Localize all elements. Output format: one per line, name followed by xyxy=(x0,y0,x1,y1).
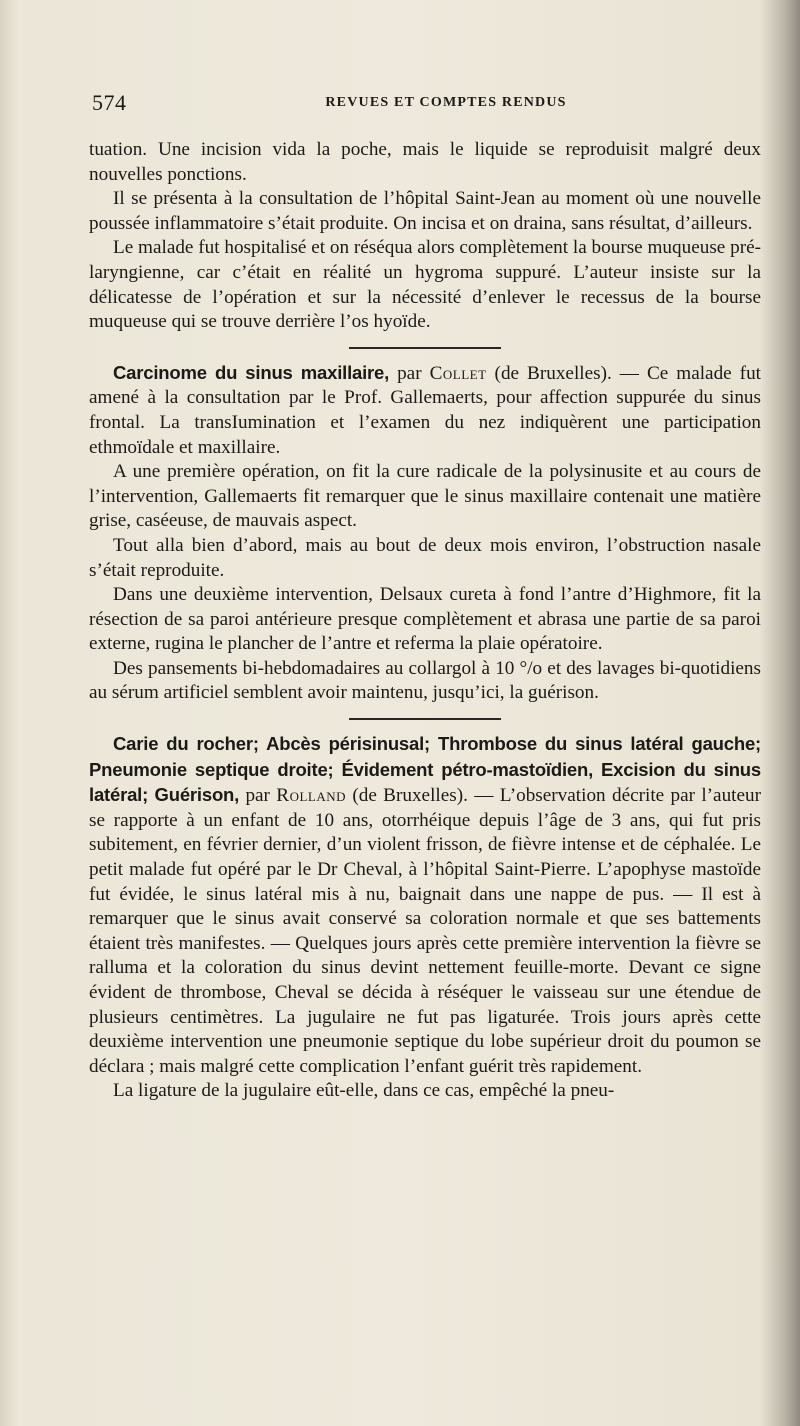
section-divider xyxy=(349,718,501,720)
running-title: REVUES ET COMPTES RENDUS xyxy=(325,95,567,110)
by-word: par xyxy=(389,362,430,384)
article-author: Rolland xyxy=(276,785,347,807)
paragraph: Il se présenta à la consultation de l’hôpital Saint-Jean au moment où une nouvelle poussée inflammatoire s’était produite. On incisa et on draina, sans résultat, d’ailleurs. xyxy=(89,188,761,234)
article-title: Carcinome du sinus maxillaire, xyxy=(113,361,390,383)
article-title: Carie du rocher; Abcès périsinusal; Thrombose du sinus latéral gauche; Pneumonie septique droite; Évidement pétro-mastoïdien, Excision du sinus latéral; Guérison, xyxy=(89,733,761,806)
paragraph: Dans une deuxième intervention, Delsaux cureta à fond l’antre d’Highmore, fit la résection de sa paroi antérieure presque complètement et abrasa une partie de sa paroi externe, rugina le plancher de l’antre et referma la plaie opératoire. xyxy=(89,584,761,655)
section-divider xyxy=(349,347,501,349)
paragraph-continuation: tuation. Une incision vida la poche, mais le liquide se reproduisit malgré deux nouvelles ponctions. xyxy=(89,139,761,185)
article-intro xyxy=(89,361,761,460)
article-author: Collet xyxy=(429,362,487,384)
article-intro xyxy=(89,732,761,1079)
paragraph: La ligature de la jugulaire eût-elle, dans ce cas, empêché la pneu- xyxy=(113,1080,615,1102)
paragraph: Le malade fut hospitalisé et on réséqua alors complètement la bourse muqueuse pré-laryngienne, car c’était en réalité un hygroma suppuré. L’auteur insiste sur la délicatesse de l’opération et sur la nécessité d’enlever le recessus de la bourse muqueuse qui se trouve derrière l’os hyoïde. xyxy=(89,237,761,333)
intro-text: (de Bruxelles). — Ce malade fut amené à la consultation par le Prof. Gallemaerts, pour affection suppurée du sinus frontal. La transIumination et l’examen du nez indiquèrent une participation ethmoïdale et maxillaire. xyxy=(89,362,762,458)
page-number: 574 xyxy=(92,90,127,115)
page-body xyxy=(89,138,761,1104)
paragraph: Tout alla bien d’abord, mais au bout de deux mois environ, l’obstruction nasale s’était reproduite. xyxy=(89,534,761,581)
page-header xyxy=(92,90,760,120)
paragraph: Des pansements bi-hebdomadaires au collargol à 10 °/o et des lavages bi-quotidiens au sérum artificiel semblent avoir maintenu, jusqu’ici, la guérison. xyxy=(89,657,761,704)
intro-text: (de Bruxelles). — L’observation décrite par l’auteur se rapporte à un enfant de 10 ans, otorrhéique depuis l’âge de 3 ans, qui fut pris subitement, en février dernier, d’un violent frisson, de fièvre intense et de céphalée. Le petit malade fut opéré par le Dr Cheval, à l’hôpital Saint-Pierre. L’apophyse mastoïde fut évidée, le sinus latéral mis à nu, baignait dans une nappe de pus. — Il est à remarquer que le sinus avait conservé sa coloration normale et que ses battements étaient très manifestes. — Quelques jours après cette première intervention la fièvre se ralluma et la coloration du sinus devint nettement feuille-morte. Devant ce signe évident de thrombose, Cheval se décida à réséquer le vaisseau sur une étendue de plusieurs centimètres. La jugulaire ne fut pas ligaturée. Trois jours après cette deuxième intervention une pneumonie septique du lobe supérieur droit du poumon se déclara ; mais malgré cette complication l’enfant guérit très rapidement. xyxy=(89,785,761,1077)
by-word: par xyxy=(239,785,277,807)
paragraph: A une première opération, on fit la cure radicale de la polysinusite et au cours de l’intervention, Gallemaerts fit remarquer que le sinus maxillaire contenait une matière grise, caséeuse, de mauvais aspect. xyxy=(89,461,761,532)
